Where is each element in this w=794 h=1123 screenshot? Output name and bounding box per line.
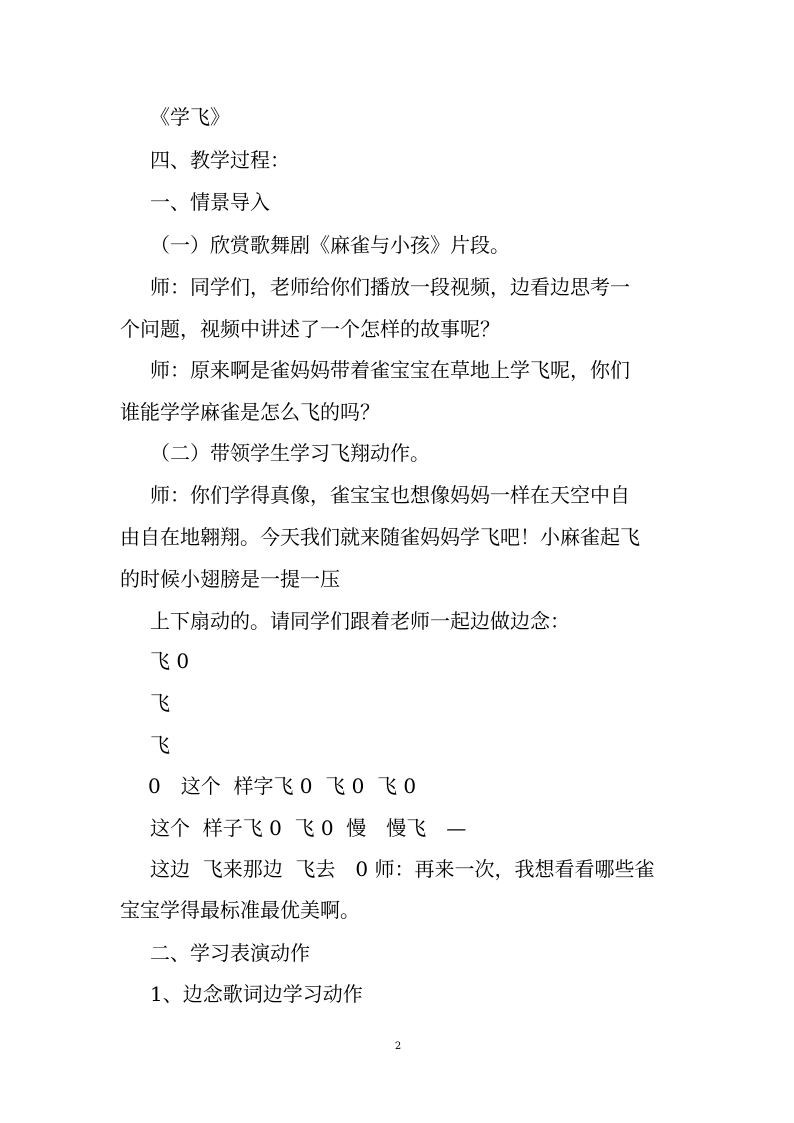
paragraph-line: 师：原来啊是雀妈妈带着雀宝宝在草地上学飞呢，你们 <box>150 358 630 382</box>
lyric-line: 飞 <box>150 691 170 715</box>
step-heading-recite-lyrics: 1、边念歌词边学习动作 <box>150 982 363 1006</box>
paragraph-line: 的时候小翅膀是一提一压 <box>120 567 340 591</box>
section-heading-scene-intro: 一、情景导入 <box>150 190 270 214</box>
subsection-heading-flying-moves: （二）带领学生学习飞翔动作。 <box>150 441 430 465</box>
section-heading-performance: 二、学习表演动作 <box>150 941 310 965</box>
paragraph-line: 由自在地翱翔。今天我们就来随雀妈妈学飞吧！小麻雀起飞 <box>120 525 640 549</box>
lyric-line: 这个 样子飞 0 飞 0 慢 慢飞 — <box>150 816 467 840</box>
paragraph-line: 谁能学学麻雀是怎么飞的吗？ <box>120 400 380 424</box>
page-number: 2 <box>394 1041 402 1052</box>
lyric-line: 0 这个 样字飞 0 飞 0 飞 0 <box>148 774 417 798</box>
paragraph-line: 师：你们学得真像，雀宝宝也想像妈妈一样在天空中自 <box>150 483 630 507</box>
paragraph-line: 师：同学们，老师给你们播放一段视频，边看边思考一 <box>150 275 630 299</box>
section-heading-teaching-process: 四、教学过程： <box>150 148 290 172</box>
paragraph-line: 这边 飞来那边 飞去 0 师：再来一次，我想看看哪些雀 <box>150 857 655 881</box>
paragraph-line: 个问题，视频中讲述了一个怎样的故事呢？ <box>120 317 500 341</box>
lesson-title: 《学飞》 <box>150 105 230 129</box>
paragraph-line: 宝宝学得最标准最优美啊。 <box>120 898 360 922</box>
paragraph-line: 上下扇动的。请同学们跟着老师一起边做边念： <box>150 609 570 633</box>
lyric-line: 飞 0 <box>150 649 190 673</box>
lyric-line: 飞 <box>150 733 170 757</box>
subsection-heading-watch-play: （一）欣赏歌舞剧《麻雀与小孩》片段。 <box>150 233 510 257</box>
